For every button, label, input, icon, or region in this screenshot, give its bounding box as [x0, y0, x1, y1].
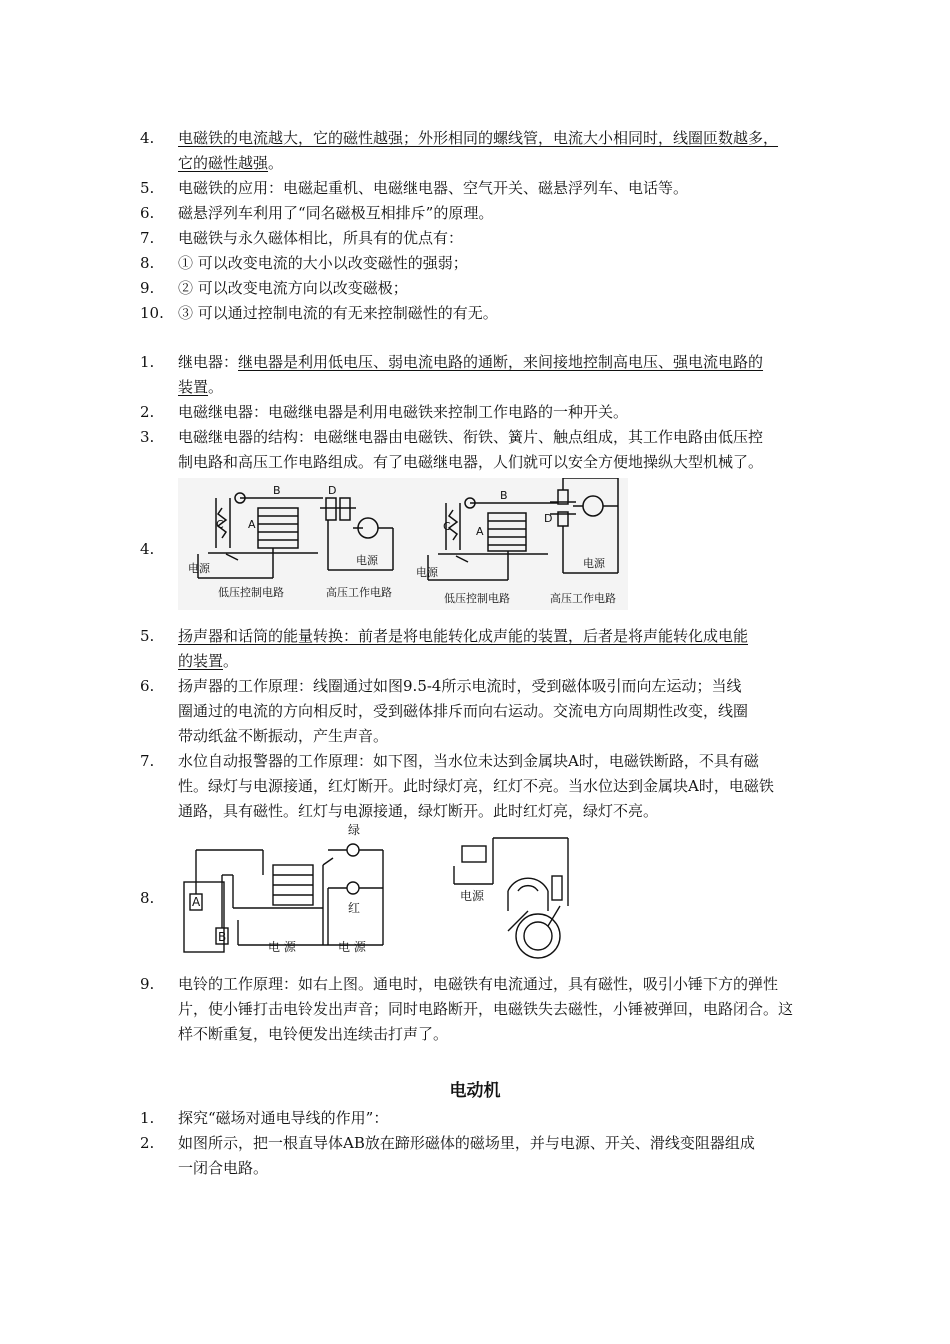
list-number: 6. [140, 677, 155, 695]
relay-diagram [178, 478, 628, 610]
green-label: 绿 [348, 823, 361, 837]
document-page: 4. 电磁铁的电流越大，它的磁性越强；外形相同的螺线管，电流大小相同时，线圈匝数越多， 它的磁性越强。 5. 电磁铁的应用：电磁起重机、电磁继电器、空气开关、磁悬浮列车、电话等。 6. 磁悬浮列车利用了“同名磁极互相排斥”的原理。 7. 电磁铁与永久磁体相比，所具有的优点有： 8. ① 可以改变电流的大小以改变磁性的强弱； 9. ② 可以改变电流方向以改变磁极； 10. ③ 可以通过控制电流的有无来控制磁性的有无。 1. 继电器：继电器是利用低电压、弱电流电路的通断，来间接地控制高电压、强电流电路的 装置。 2. 电磁继电器：电磁继电器是利用电磁铁来控制工作电路的一种开关。 3. 电磁继电器的结构：电磁继电器由电磁铁、衔铁、簧片、触点组成，其工作电路由低压控 制电路和高压工作电路组成。有了电磁继电器，人们就可以安全方便地操纵大型机械了。 4. B D C A 电源 电源 低压控制电路 高压工作电路 B D C A 电源 电源 低压控制电路 高压工作电路 5. 扬声器和话筒的能量转换：前者是将电能转化成声能的装置，后者是将声能转化成电能 的装置。 6. 扬声器的工作原理：线圈通过如图9.5-4所示电流时，受到磁体吸引而向左运动；当线 圈通过的电流的方向相反时，受到磁体排斥而向右运动。交流电方向周期性改变，线圈 带动纸盆不断振动，产生声音。 7. 水位自动报警器的工作原理：如下图，当水位未达到金属块A时，电磁铁断路，不具有磁 性。绿灯与电源接通，红灯断开。此时绿灯亮，红灯不亮。当水位达到金属块A时，电磁铁 通路，具有磁性。红灯与电源接通，绿灯断开。此时红灯亮，绿灯不亮。 8. 绿 红 A B 电 源 电 源 电源 9. 电铃的工作原理：如右上图。通电时，电磁铁有电流通过，具有磁性，吸引小锤下方的弹性 片，使小锤打击电铃发出声音；同时电路断开，电磁铁失去磁性，小锤被弹回，电路闭合。这 样不断重复，电铃便发出连续击打声了。 电动机 1. 探究“磁场对通电导线的作用”： 2. 如图所示，把一根直导体AB放在蹄形磁体的磁场里，并与电源、开关、滑线变阻器组成 一闭合电路。 [0, 0, 950, 1344]
label-b: B [218, 930, 227, 944]
list-number: 2. [140, 403, 155, 421]
list-text: 探究“磁场对通电导线的作用”： [178, 1109, 389, 1127]
list-number: 1. [140, 1109, 155, 1127]
list-text: ① 可以改变电流的大小以改变磁性的强弱； [178, 254, 468, 272]
underlined-text: 继电器是利用低电压、弱电流电路的通断，来间接地控制高电压、强电流电路的 [238, 353, 764, 371]
power-label: 电源 [416, 566, 438, 579]
low-circuit-label: 低压控制电路 [444, 592, 510, 605]
underlined-text: 装置 [178, 378, 209, 396]
power-label: 电源 [188, 562, 210, 575]
list-number: 5. [140, 627, 155, 645]
list-number: 9. [140, 279, 155, 297]
electric-bell-diagram [448, 836, 588, 961]
list-number: 8. [140, 889, 155, 907]
list-text: ③ 可以通过控制电流的有无来控制磁性的有无。 [178, 304, 498, 322]
red-label: 红 [348, 901, 361, 915]
label-d: D [544, 512, 553, 525]
label-a: A [248, 518, 256, 531]
label-d: D [328, 484, 337, 497]
list-text: 磁悬浮列车利用了“同名磁极互相排斥”的原理。 [178, 204, 494, 222]
list-number: 1. [140, 353, 155, 371]
list-number: 6. [140, 204, 155, 222]
list-text: ② 可以改变电流方向以改变磁极； [178, 279, 408, 297]
list-text: 电磁铁的应用：电磁起重机、电磁继电器、空气开关、磁悬浮列车、电话等。 [178, 179, 689, 197]
underlined-text: 它的磁性越强 [178, 154, 269, 172]
underlined-text: 扬声器和话筒的能量转换：前者是将电能转化成声能的装置，后者是将声能转化成电能 [178, 627, 749, 645]
list-number: 8. [140, 254, 155, 272]
list-number: 7. [140, 229, 155, 247]
list-number: 9. [140, 975, 155, 993]
list-number: 2. [140, 1134, 155, 1152]
label-b: B [500, 489, 508, 502]
label-a: A [476, 525, 484, 538]
label-c: C [443, 520, 451, 533]
power-label: 电源 [460, 889, 485, 903]
power-label: 电 源 [338, 940, 366, 954]
power-label: 电源 [583, 557, 605, 570]
list-number: 4. [140, 540, 155, 558]
high-circuit-label: 高压工作电路 [326, 586, 392, 599]
list-number: 3. [140, 428, 155, 446]
list-number: 7. [140, 752, 155, 770]
low-circuit-label: 低压控制电路 [218, 586, 284, 599]
label-a: A [192, 895, 201, 909]
high-circuit-label: 高压工作电路 [550, 592, 616, 605]
list-text: 电磁继电器：电磁继电器是利用电磁铁来控制工作电路的一种开关。 [178, 403, 629, 421]
list-number: 10. [140, 304, 164, 322]
list-text: 电磁铁与永久磁体相比，所具有的优点有： [178, 229, 464, 247]
underlined-text: 的装置 [178, 652, 224, 670]
underlined-text: 电磁铁的电流越大，它的磁性越强；外形相同的螺线管，电流大小相同时，线圈匝数越多， [178, 129, 779, 147]
list-number: 5. [140, 179, 155, 197]
water-alarm-diagram [178, 820, 393, 960]
section-heading: 电动机 [449, 1081, 501, 1101]
power-label: 电 源 [268, 940, 296, 954]
label-b: B [273, 484, 281, 497]
power-label: 电源 [356, 554, 378, 567]
label-c: C [216, 518, 224, 531]
list-number: 4. [140, 129, 155, 147]
